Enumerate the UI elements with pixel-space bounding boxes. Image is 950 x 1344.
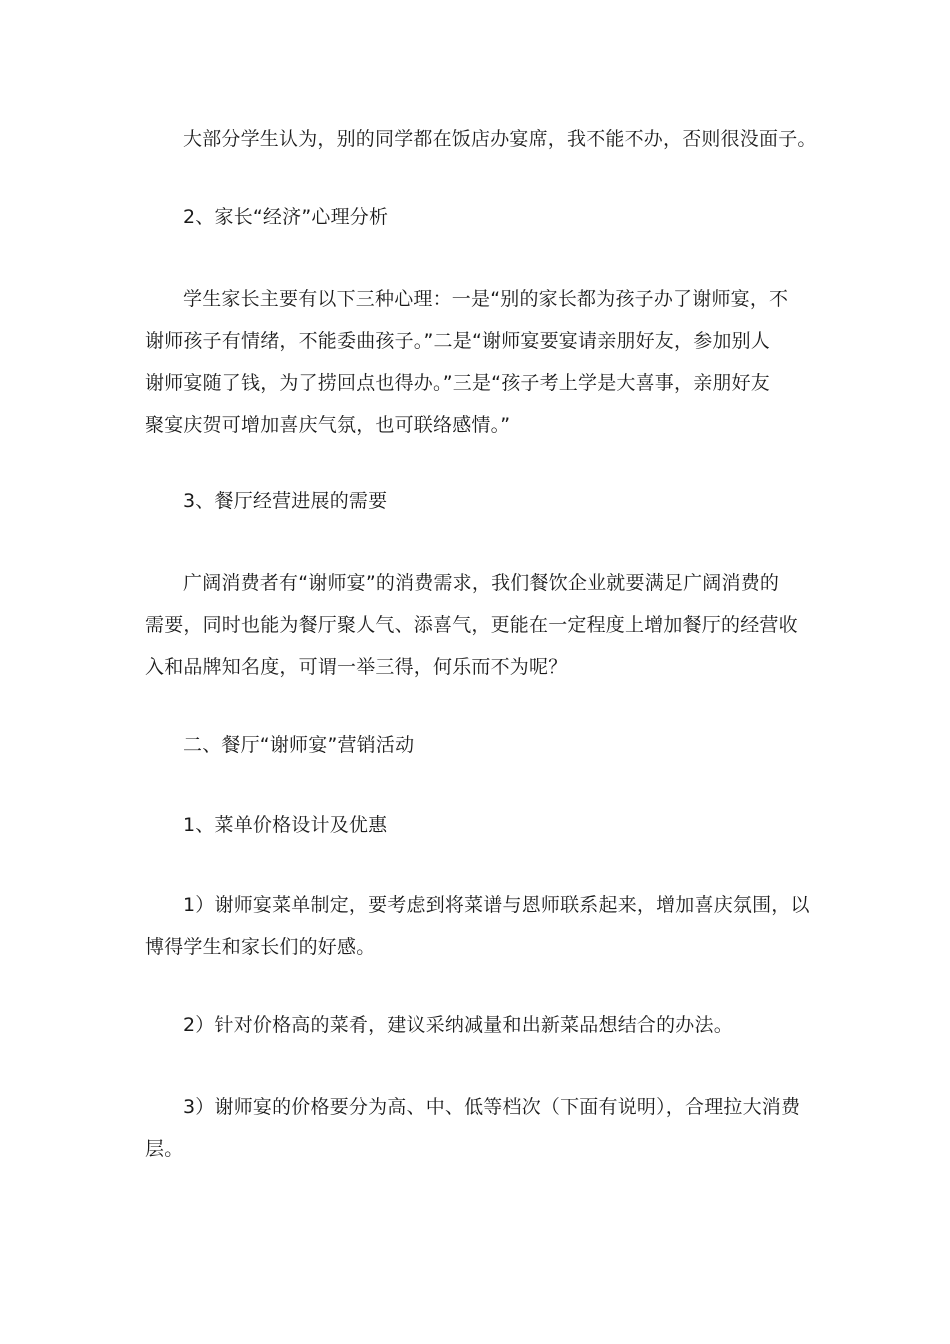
heading-restaurant-needs (145, 480, 815, 522)
paragraph-consumer-demand (145, 562, 815, 688)
paragraph-line: 入和品牌知名度，可谓一举三得，何乐而不为呢？ (145, 656, 568, 678)
paragraph-line: 大部分学生认为，别的同学都在饭店办宴席，我不能不办，否则很没面子。 (183, 128, 817, 150)
paragraph-parent-psychology (145, 278, 815, 446)
heading-menu-pricing (145, 804, 815, 846)
paragraph-line: 博得学生和家长们的好感。 (145, 936, 376, 958)
paragraph-line: 谢师孩子有情绪，不能委曲孩子。”二是“谢师宴要宴请亲朋好友，参加别人 (145, 330, 770, 352)
heading-parent-economic-psychology (145, 196, 815, 238)
paragraph-line: 2）针对价格高的菜肴，建议采纳减量和出新菜品想结合的办法。 (183, 1014, 733, 1036)
heading-line: 二、餐厅“谢师宴”营销活动 (183, 734, 415, 756)
heading-marketing-activity (145, 724, 815, 766)
heading-line: 2、家长“经济”心理分析 (183, 206, 389, 228)
heading-line: 3、餐厅经营进展的需要 (183, 490, 388, 512)
paragraph-line: 广阔消费者有“谢师宴”的消费需求，我们餐饮企业就要满足广阔消费的 (183, 572, 780, 594)
paragraph-line: 需要，同时也能为餐厅聚人气、添喜气，更能在一定程度上增加餐厅的经营收 (145, 614, 798, 636)
paragraph-line: 1）谢师宴菜单制定，要考虑到将菜谱与恩师联系起来，增加喜庆氛围，以 (183, 894, 810, 916)
paragraph-menu-design (145, 884, 815, 968)
heading-line: 1、菜单价格设计及优惠 (183, 814, 388, 836)
paragraph-high-price-dishes (145, 1004, 815, 1046)
paragraph-student-face (145, 118, 815, 160)
paragraph-line: 3）谢师宴的价格要分为高、中、低等档次（下面有说明），合理拉大消费 (183, 1096, 801, 1118)
paragraph-line: 聚宴庆贺可增加喜庆气氛，也可联络感情。” (145, 414, 511, 436)
paragraph-price-tiers (145, 1086, 815, 1170)
paragraph-line: 层。 (145, 1138, 184, 1160)
paragraph-line: 谢师宴随了钱，为了捞回点也得办。”三是“孩子考上学是大喜事，亲朋好友 (145, 372, 770, 394)
paragraph-line: 学生家长主要有以下三种心理：一是“别的家长都为孩子办了谢师宴，不 (183, 288, 789, 310)
